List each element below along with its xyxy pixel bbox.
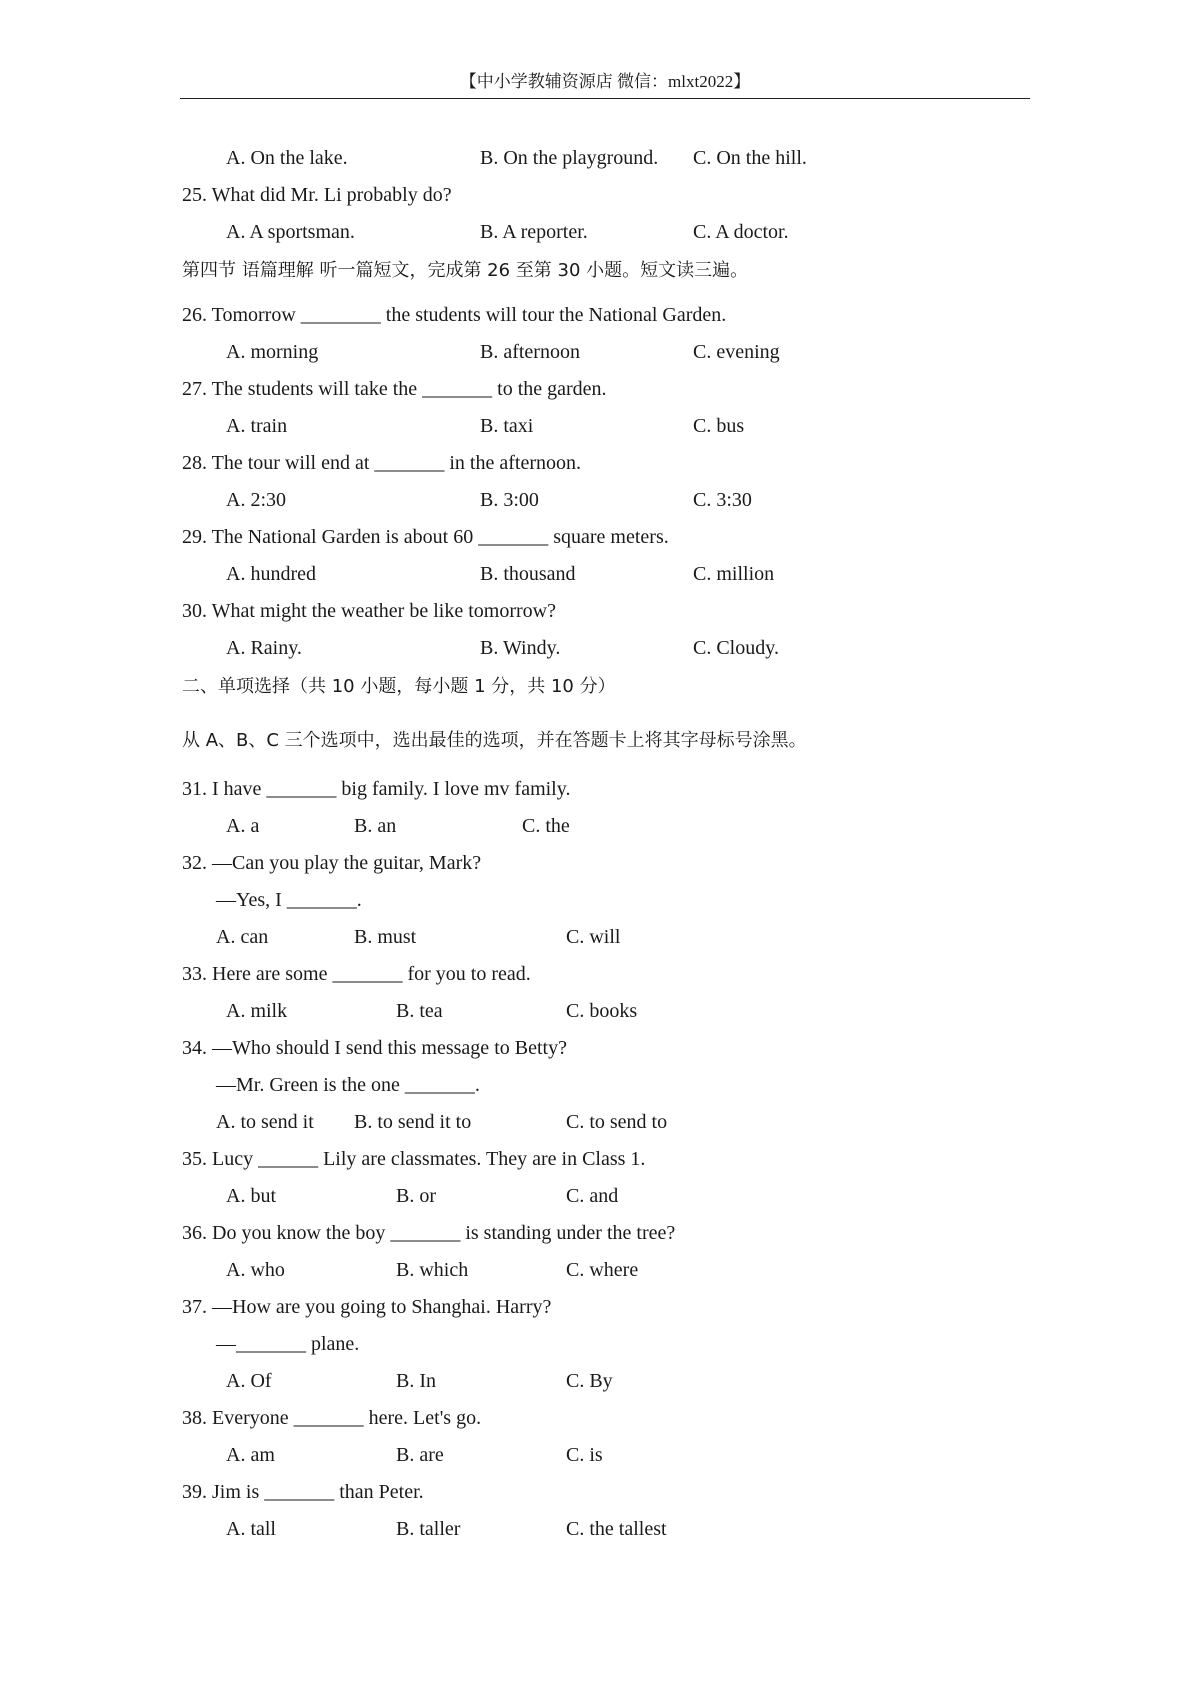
dialogue-reply: —_______ plane.: [216, 1333, 360, 1355]
answer-option: A. On the lake.: [226, 147, 348, 169]
section-heading: 第四节 语篇理解 听一篇短文，完成第 26 至第 30 小题。短文读三遍。: [182, 260, 749, 281]
answer-option: C. books: [566, 1000, 638, 1022]
answer-option: C. On the hill.: [693, 147, 807, 169]
answer-option: A. tall: [226, 1518, 276, 1540]
answer-option: A. can: [216, 926, 269, 948]
question-text: 35. Lucy ______ Lily are classmates. They are in Class 1.: [182, 1148, 646, 1170]
page-header: 【中小学教辅资源店 微信：mlxt2022】: [459, 72, 751, 91]
answer-option: B. A reporter.: [480, 221, 588, 243]
answer-option: A. 2:30: [226, 489, 286, 511]
answer-option: A. Of: [226, 1370, 272, 1392]
answer-option: C. and: [566, 1185, 619, 1207]
question-text: 33. Here are some _______ for you to read.: [182, 963, 531, 985]
answer-option: A. to send it: [216, 1111, 314, 1133]
dialogue-reply: —Yes, I _______.: [216, 889, 362, 911]
answer-option: B. thousand: [480, 563, 576, 585]
answer-options: [182, 334, 1082, 371]
answer-option: B. afternoon: [480, 341, 580, 363]
answer-options: [182, 1104, 1082, 1141]
answer-option: A. hundred: [226, 563, 316, 585]
answer-option: B. On the playground.: [480, 147, 659, 169]
answer-option: A. am: [226, 1444, 275, 1466]
answer-options: [182, 482, 1082, 519]
answer-option: A. a: [226, 815, 260, 837]
answer-option: A. milk: [226, 1000, 288, 1022]
question-text: 26. Tomorrow ________ the students will tour the National Garden.: [182, 304, 727, 326]
section-heading: 二、单项选择（共 10 小题，每小题 1 分，共 10 分）: [182, 676, 616, 697]
answer-option: A. Rainy.: [226, 637, 302, 659]
question-text: 34. —Who should I send this message to Betty?: [182, 1037, 567, 1059]
answer-option: B. In: [396, 1370, 436, 1392]
answer-options: [182, 630, 1082, 667]
answer-option: C. where: [566, 1259, 639, 1281]
question-text: 25. What did Mr. Li probably do?: [182, 184, 452, 206]
answer-option: C. the tallest: [566, 1518, 667, 1540]
answer-options: [182, 1363, 1082, 1400]
answer-option: C. will: [566, 926, 621, 948]
answer-option: B. are: [396, 1444, 444, 1466]
answer-options: [182, 1178, 1082, 1215]
answer-option: B. taxi: [480, 415, 534, 437]
exam-content: [182, 140, 1082, 1548]
answer-option: C. evening: [693, 341, 780, 363]
answer-option: B. 3:00: [480, 489, 539, 511]
question-text: 31. I have _______ big family. I love mv family.: [182, 778, 571, 800]
question-text: 29. The National Garden is about 60 _______ square meters.: [182, 526, 669, 548]
answer-options: [182, 140, 1082, 177]
answer-options: [182, 1511, 1082, 1548]
question-text: 27. The students will take the _______ to the garden.: [182, 378, 607, 400]
question-text: 37. —How are you going to Shanghai. Harry?: [182, 1296, 552, 1318]
answer-option: A. train: [226, 415, 288, 437]
answer-option: C. million: [693, 563, 775, 585]
answer-option: B. an: [354, 815, 397, 837]
answer-option: C. the: [522, 815, 570, 837]
question-text: 30. What might the weather be like tomorrow?: [182, 600, 556, 622]
answer-options: [182, 919, 1082, 956]
question-text: 36. Do you know the boy _______ is standing under the tree?: [182, 1222, 676, 1244]
question-text: 39. Jim is _______ than Peter.: [182, 1481, 424, 1503]
answer-option: A. who: [226, 1259, 285, 1281]
question-text: 28. The tour will end at _______ in the afternoon.: [182, 452, 581, 474]
question-text: 32. —Can you play the guitar, Mark?: [182, 852, 482, 874]
answer-option: B. must: [354, 926, 417, 948]
answer-options: [182, 556, 1082, 593]
header-divider: [180, 98, 1030, 99]
answer-options: [182, 1252, 1082, 1289]
dialogue-reply: —Mr. Green is the one _______.: [216, 1074, 480, 1096]
answer-options: [182, 1437, 1082, 1474]
answer-options: [182, 408, 1082, 445]
answer-options: [182, 214, 1082, 251]
answer-option: B. Windy.: [480, 637, 561, 659]
answer-options: [182, 993, 1082, 1030]
section-heading: 从 A、B、C 三个选项中，选出最佳的选项，并在答题卡上将其字母标号涂黑。: [182, 730, 807, 751]
answer-option: B. tea: [396, 1000, 443, 1022]
answer-option: B. to send it to: [354, 1111, 472, 1133]
answer-option: A. A sportsman.: [226, 221, 355, 243]
answer-option: A. but: [226, 1185, 276, 1207]
answer-option: C. to send to: [566, 1111, 668, 1133]
answer-option: C. bus: [693, 415, 745, 437]
answer-option: C. A doctor.: [693, 221, 789, 243]
answer-option: C. is: [566, 1444, 603, 1466]
answer-option: B. which: [396, 1259, 469, 1281]
answer-option: B. taller: [396, 1518, 461, 1540]
answer-option: C. By: [566, 1370, 613, 1392]
answer-option: C. Cloudy.: [693, 637, 779, 659]
question-text: 38. Everyone _______ here. Let's go.: [182, 1407, 482, 1429]
answer-option: A. morning: [226, 341, 319, 363]
answer-option: B. or: [396, 1185, 436, 1207]
answer-option: C. 3:30: [693, 489, 752, 511]
answer-options: [182, 808, 1082, 845]
